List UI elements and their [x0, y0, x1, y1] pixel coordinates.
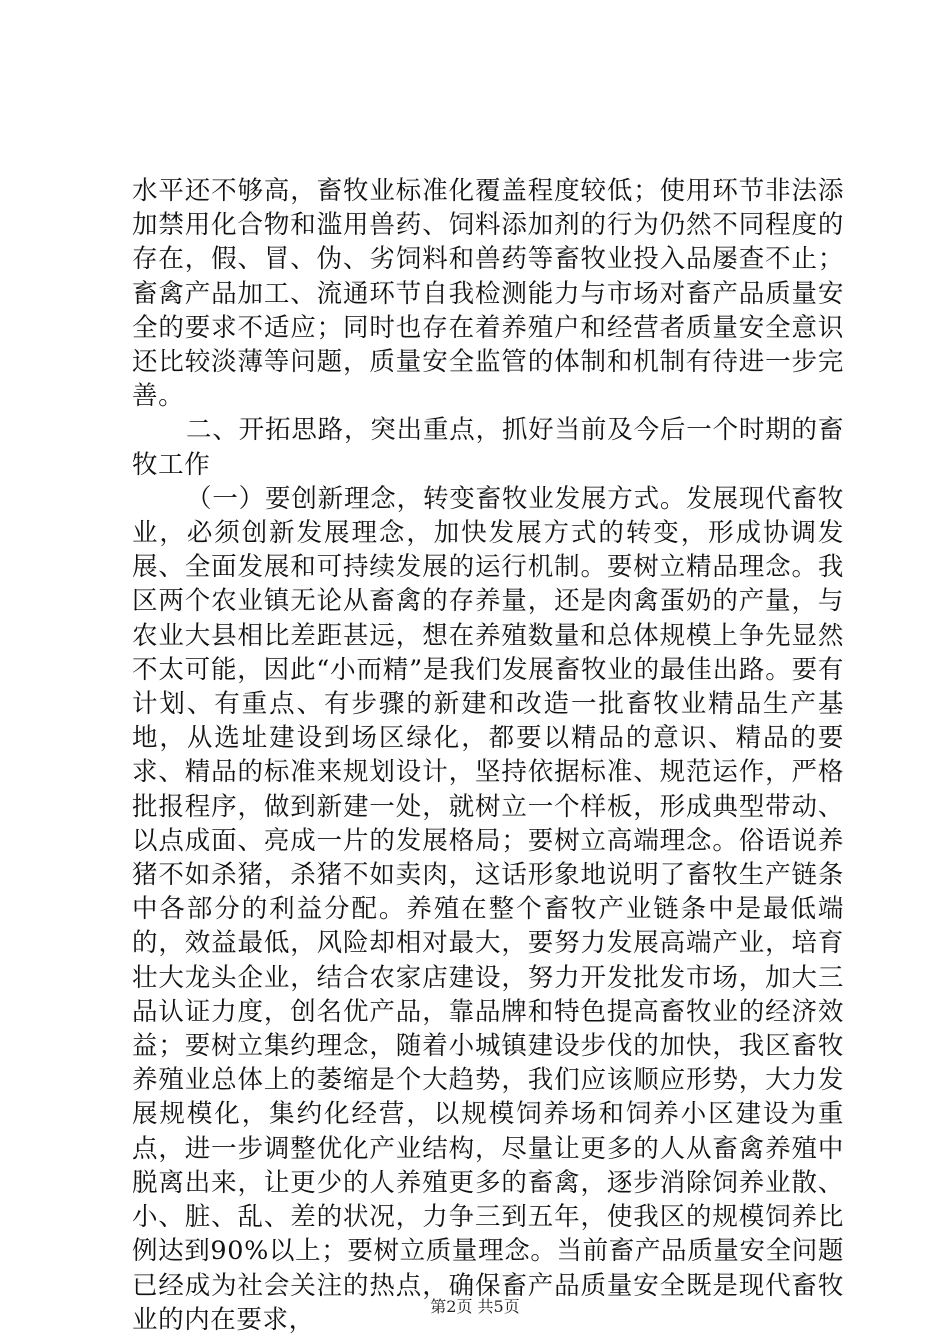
- paragraph-subsection-1: （一）要创新理念，转变畜牧业发展方式。发展现代畜牧业，必须创新发展理念，加快发展方式的转变，形成协调发展、全面发展和可持续发展的运行机制。要树立精品理念。我区两个农业镇无论从畜禽的存养量，还是肉禽蛋奶的产量，与农业大县相比差距甚远，想在养殖数量和总体规模上争先显然不太可能，因此“小而精”是我们发展畜牧业的最佳出路。要有计划、有重点、有步骤的新建和改造一批畜牧业精品生产基地，从选址建设到场区绿化，都要以精品的意识、精品的要求、精品的标准来规划设计，坚持依据标准、规范运作，严格批报程序，做到新建一处，就树立一个样板，形成典型带动、以点成面、亮成一片的发展格局；要树立高端理念。俗语说养猪不如杀猪，杀猪不如卖肉，这话形象地说明了畜牧生产链条中各部分的利益分配。养殖在整个畜牧产业链条中是最低端的，效益最低，风险却相对最大，要努力发展高端产业，培育壮大龙头企业，结合农家店建设，努力开发批发市场，加大三品认证力度，创名优产品，靠品牌和特色提高畜牧业的经济效益；要树立集约理念，随着小城镇建设步伐的加快，我区畜牧养殖业总体上的萎缩是个大趋势，我们应该顺应形势，大力发展规模化，集约化经营，以规模饲养场和饲养小区建设为重点，进一步调整优化产业结构，尽量让更多的人从畜禽养殖中脱离出来，让更少的人养殖更多的畜禽，逐步消除饲养业散、小、脏、乱、差的状况，力争三到五年，使我区的规模饲养比例达到90%以上；要树立质量理念。当前畜产品质量安全问题已经成为社会关注的热点，确保畜产品质量安全既是现代畜牧业的内在要求，: [132, 483, 844, 1335]
- document-body: [132, 174, 844, 1337]
- paragraph-continuation: 水平还不够高，畜牧业标准化覆盖程度较低；使用环节非法添加禁用化合物和滥用兽药、饲料添加剂的行为仍然不同程度的存在，假、冒、伪、劣饲料和兽药等畜牧业投入品屡查不止；畜禽产品加工、流通环节自我检测能力与市场对畜产品质量安全的要求不适应；同时也存在着养殖户和经营者质量安全意识还比较淡薄等问题，质量安全监管的体制和机制有待进一步完善。: [132, 176, 844, 412]
- section-heading: 二、开拓思路，突出重点，抓好当前及今后一个时期的畜牧工作: [132, 415, 844, 480]
- page-footer: 第2页 共5页: [430, 1297, 520, 1316]
